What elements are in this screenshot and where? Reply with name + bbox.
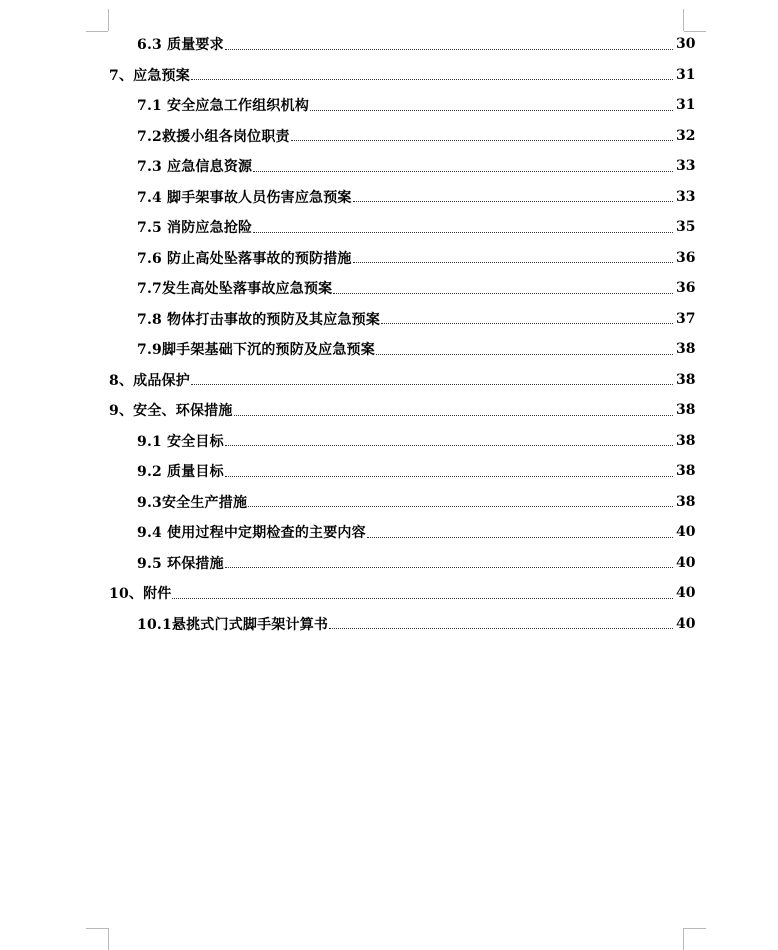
- toc-leader-dots: [191, 384, 673, 385]
- toc-entry-page: 30: [676, 36, 696, 53]
- toc-leader-dots: [225, 445, 673, 446]
- toc-entry[interactable]: [0, 609, 778, 640]
- toc-entry[interactable]: [0, 395, 778, 426]
- toc-leader-dots: [225, 49, 673, 50]
- toc-entry-page: 38: [676, 371, 696, 388]
- toc-entry-label: 9、安全、环保措施: [109, 403, 233, 420]
- toc-entry-page: 40: [676, 585, 696, 602]
- toc-entry[interactable]: [0, 487, 778, 518]
- toc-entry-page: 36: [676, 280, 696, 297]
- toc-leader-dots: [353, 262, 673, 263]
- toc-leader-dots: [248, 506, 673, 507]
- toc-leader-dots: [172, 598, 673, 599]
- toc-entry-label: 7.6 防止高处坠落事故的预防措施: [137, 250, 352, 267]
- toc-entry-label: 7、应急预案: [109, 67, 190, 84]
- toc-entry[interactable]: [0, 182, 778, 213]
- toc-entry-page: 33: [676, 188, 696, 205]
- crop-mark-top-left-v: [108, 9, 109, 31]
- toc-leader-dots: [291, 140, 673, 141]
- toc-entry[interactable]: [0, 90, 778, 121]
- toc-entry[interactable]: [0, 60, 778, 91]
- toc-leader-dots: [353, 201, 673, 202]
- toc-entry[interactable]: [0, 151, 778, 182]
- toc-entry[interactable]: [0, 456, 778, 487]
- toc-entry-label: 9.4 使用过程中定期检查的主要内容: [137, 525, 366, 542]
- toc-entry-label: 6.3 质量要求: [137, 37, 224, 54]
- toc-leader-dots: [329, 628, 673, 629]
- toc-entry[interactable]: [0, 273, 778, 304]
- toc-entry-label: 7.7发生高处坠落事故应急预案: [137, 281, 333, 298]
- toc-entry[interactable]: [0, 426, 778, 457]
- crop-mark-bottom-left-h: [86, 928, 108, 929]
- toc-leader-dots: [253, 232, 673, 233]
- toc-leader-dots: [381, 323, 673, 324]
- toc-entry[interactable]: [0, 517, 778, 548]
- toc-leader-dots: [367, 537, 673, 538]
- toc-entry-label: 7.1 安全应急工作组织机构: [137, 98, 310, 115]
- toc-entry-page: 38: [676, 493, 696, 510]
- toc-entry-page: 35: [676, 219, 696, 236]
- table-of-contents: [0, 29, 778, 639]
- toc-entry-page: 37: [676, 310, 696, 327]
- toc-entry-label: 7.2救援小组各岗位职责: [137, 128, 290, 145]
- toc-leader-dots: [376, 354, 673, 355]
- toc-entry-label: 10、附件: [109, 586, 172, 603]
- toc-entry-label: 8、成品保护: [109, 372, 190, 389]
- toc-leader-dots: [225, 567, 673, 568]
- toc-leader-dots: [234, 415, 673, 416]
- toc-entry-page: 38: [676, 463, 696, 480]
- crop-mark-bottom-right-h: [684, 928, 706, 929]
- toc-entry-label: 7.9脚手架基础下沉的预防及应急预案: [137, 342, 375, 359]
- toc-entry[interactable]: [0, 548, 778, 579]
- toc-entry-label: 10.1悬挑式门式脚手架计算书: [137, 616, 329, 633]
- toc-entry[interactable]: [0, 578, 778, 609]
- toc-leader-dots: [225, 476, 673, 477]
- toc-entry-label: 9.3安全生产措施: [137, 494, 248, 511]
- toc-leader-dots: [191, 79, 673, 80]
- toc-entry[interactable]: [0, 121, 778, 152]
- toc-entry-page: 38: [676, 402, 696, 419]
- toc-entry-page: 31: [676, 97, 696, 114]
- toc-entry-label: 9.1 安全目标: [137, 433, 224, 450]
- toc-entry[interactable]: [0, 365, 778, 396]
- toc-entry-label: 7.8 物体打击事故的预防及其应急预案: [137, 311, 381, 328]
- crop-mark-bottom-left-v: [108, 928, 109, 950]
- toc-entry[interactable]: [0, 29, 778, 60]
- toc-entry-page: 36: [676, 249, 696, 266]
- toc-entry[interactable]: [0, 304, 778, 335]
- toc-entry-page: 33: [676, 158, 696, 175]
- crop-mark-bottom-right-v: [683, 928, 684, 950]
- toc-entry-label: 9.2 质量目标: [137, 464, 224, 481]
- toc-entry-page: 38: [676, 432, 696, 449]
- toc-entry-page: 40: [676, 524, 696, 541]
- toc-entry[interactable]: [0, 212, 778, 243]
- toc-entry-page: 40: [676, 554, 696, 571]
- toc-entry-page: 31: [676, 66, 696, 83]
- toc-entry-label: 7.5 消防应急抢险: [137, 220, 253, 237]
- crop-mark-top-right-v: [683, 9, 684, 31]
- toc-entry-label: 7.4 脚手架事故人员伤害应急预案: [137, 189, 352, 206]
- toc-entry-page: 32: [676, 127, 696, 144]
- toc-leader-dots: [253, 171, 673, 172]
- toc-leader-dots: [310, 110, 673, 111]
- toc-entry-page: 38: [676, 341, 696, 358]
- toc-entry[interactable]: [0, 243, 778, 274]
- toc-entry[interactable]: [0, 334, 778, 365]
- toc-entry-page: 40: [676, 615, 696, 632]
- toc-leader-dots: [333, 293, 673, 294]
- toc-entry-label: 7.3 应急信息资源: [137, 159, 253, 176]
- toc-entry-label: 9.5 环保措施: [137, 555, 224, 572]
